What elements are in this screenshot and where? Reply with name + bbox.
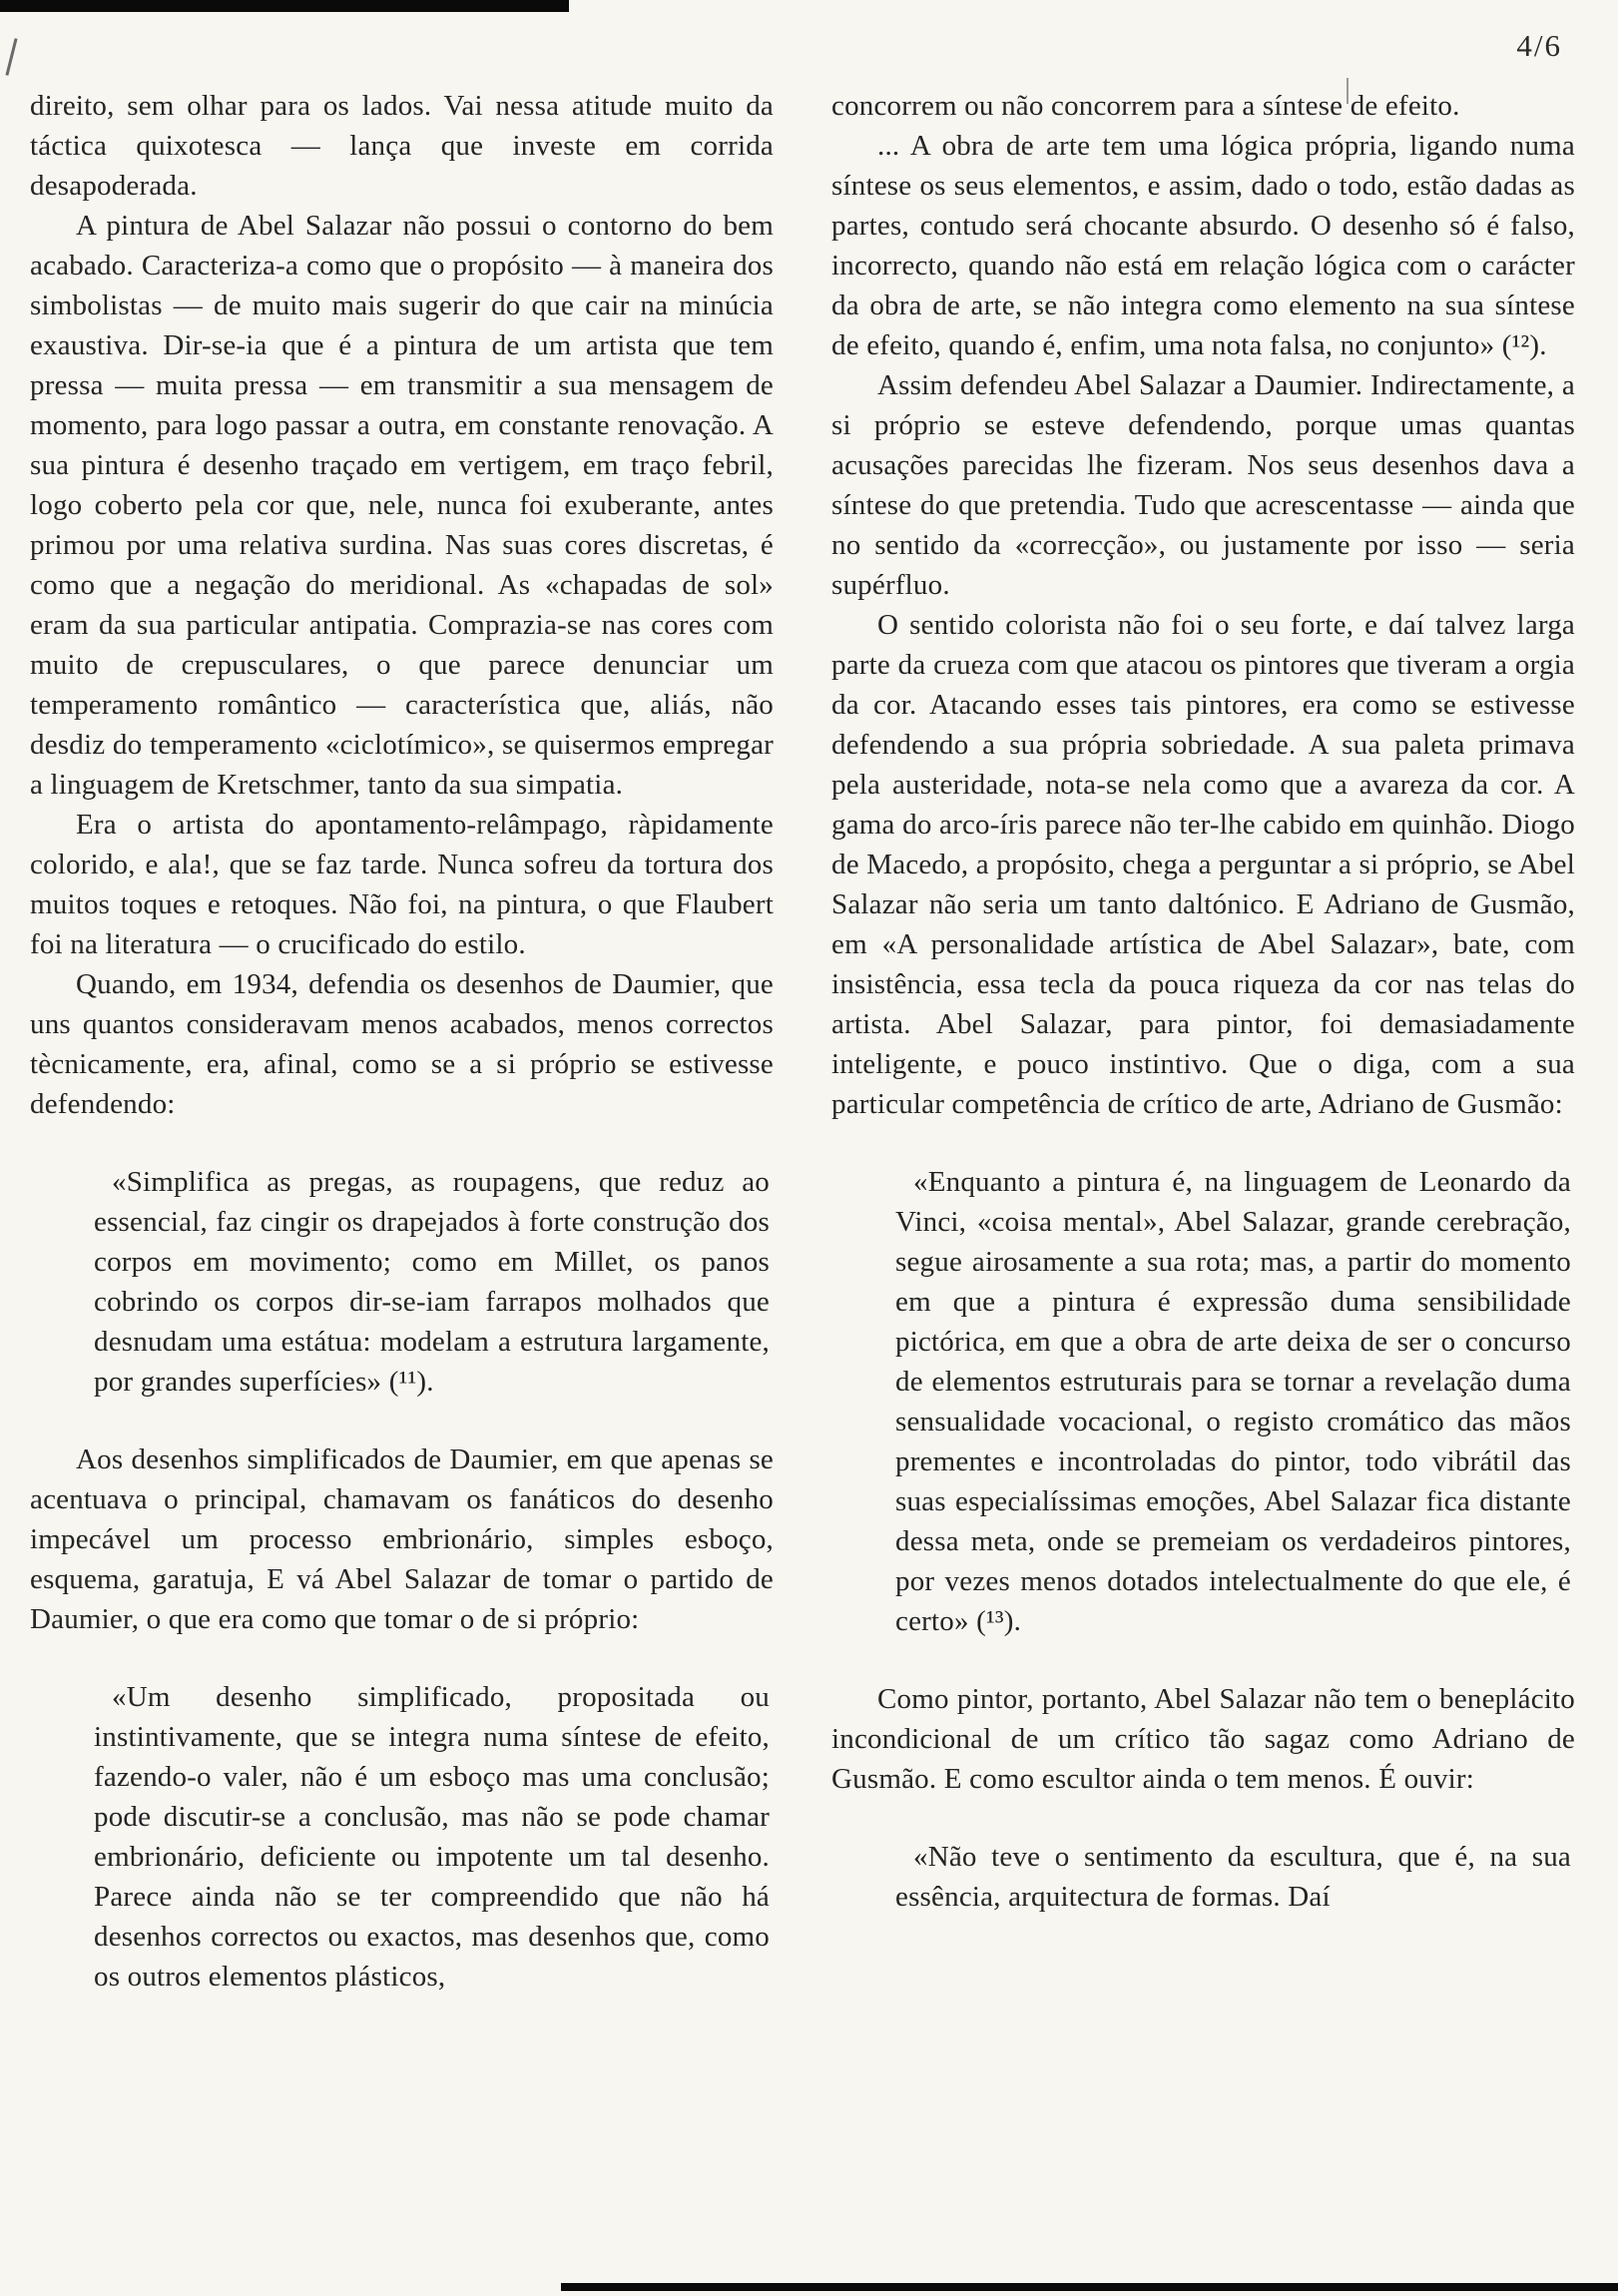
quote-block: «Não teve o sentimento da escultura, que é, na sua essência, arquitectura de formas. Daí [895,1841,1571,1913]
scan-artifact-top-bar [0,0,569,12]
paragraph: Era o artista do apontamento-relâmpago, ràpidamente colorido, e ala!, que se faz tarde. Nunca sofreu da tortura dos muitos toques e retoques. Não foi, na pintura, o que Flaubert foi na literatura — o crucificado do estilo. [30,809,774,960]
left-column [30,86,774,2034]
paragraph: direito, sem olhar para os lados. Vai nessa atitude muito da táctica quixotesca — lança que investe em corrida desapoderada. [30,90,774,202]
paragraph: A pintura de Abel Salazar não possui o contorno do bem acabado. Caracteriza-a como que o propósito — à maneira dos simbolistas — de muito mais sugerir do que cair na minúcia exaustiva. Dir-se-ia que é a pintura de um artista que tem pressa — muita pressa — em transmitir a sua mensagem de momento, para logo passar a outra, em constante renovação. A sua pintura é desenho traçado em vertigem, em traço febril, logo coberto pela cor que, nele, nunca foi exuberante, antes primou por uma relativa surdina. Nas suas cores discretas, é como que a negação do meridional. As «chapadas de sol» eram da sua particular antipatia. Comprazia-se nas cores com muito de crepusculares, o que parece denunciar um temperamento romântico — característica que, aliás, não desdiz do temperamento «ciclotímico», se quisermos empregar a linguagem de Kretschmer, tanto da sua simpatia. [30,210,774,801]
page-number: 4/6 [1516,28,1562,63]
right-column [831,86,1575,2034]
paragraph: Aos desenhos simplificados de Daumier, em que apenas se acentuava o principal, chamavam os fanáticos do desenho impecável um processo embrionário, simples esboço, esquema, garatuja, E vá Abel Salazar de tomar o partido de Daumier, o que era como que tomar o de si próprio: [30,1443,774,1635]
scan-artifact-corner-mark [5,38,17,76]
paragraph: Assim defendeu Abel Salazar a Daumier. Indirectamente, a si próprio se esteve defendendo, porque umas quantas acusações parecidas lhe fizeram. Nos seus desenhos dava a síntese do que pretendia. Tudo que acrescentasse — ainda que no sentido da «correcção», ou justamente por isso — seria supérfluo. [831,369,1575,601]
paragraph: Como pintor, portanto, Abel Salazar não tem o beneplácito incondicional de um crítico tão sagaz como Adriano de Gusmão. E como escultor ainda o tem menos. É ouvir: [831,1683,1575,1795]
paragraph: Quando, em 1934, defendia os desenhos de Daumier, que uns quantos consideravam menos acabados, menos correctos tècnicamente, era, afinal, como se a si próprio se estivesse defendendo: [30,968,774,1120]
paragraph: concorrem ou não concorrem para a síntese de efeito. [831,90,1460,122]
scan-artifact-bottom-bar [561,2283,1618,2291]
quote-block: «Simplifica as pregas, as roupagens, que reduz ao essencial, faz cingir os drapejados à forte construção dos corpos em movimento; como em Millet, os panos cobrindo os corpos dir-se-iam farrapos molhados que desnudam uma estátua: modelam a estrutura largamente, por grandes superfícies» (¹¹). [94,1166,770,1398]
paragraph: O sentido colorista não foi o seu forte, e daí talvez larga parte da crueza com que atacou os pintores que tiveram a orgia da cor. Atacando esses tais pintores, era como se estivesse defendendo a sua própria sobriedade. A sua paleta primava pela austeridade, nota-se nela como que a avareza da cor. A gama do arco-íris parece não ter-lhe cabido em quinhão. Diogo de Macedo, a propósito, chega a perguntar a si próprio, se Abel Salazar não seria um tanto daltónico. E Adriano de Gusmão, em «A personalidade artística de Abel Salazar», bate, com insistência, essa tecla da pouca riqueza da cor nas telas do artista. Abel Salazar, para pintor, foi demasiadamente inteligente, e pouco instintivo. Que o diga, com a sua particular competência de crítico de arte, Adriano de Gusmão: [831,609,1575,1120]
paragraph: ... A obra de arte tem uma lógica própria, ligando numa síntese os seus elementos, e assim, dado o todo, estão dadas as partes, contudo será chocante absurdo. O desenho só é falso, incorrecto, quando não está em relação lógica com o carácter da obra de arte, se não integra como elemento na sua síntese de efeito, quando é, enfim, uma nota falsa, no conjunto» (¹²). [831,130,1575,361]
quote-block: «Enquanto a pintura é, na linguagem de Leonardo da Vinci, «coisa mental», Abel Salazar, grande cerebração, segue airosamente a sua rota; mas, a partir do momento em que a pintura é expressão duma sensibilidade pictórica, em que a obra de arte deixa de ser o concurso de elementos estruturais para se tornar a revelação duma sensualidade vocacional, o registo cromático das mãos prementes e incontroladas do pintor, todo vibrátil das suas especialíssimas emoções, Abel Salazar fica distante dessa meta, onde se premeiam os verdadeiros pintores, por vezes menos dotados intelectualmente do que ele, é certo» (¹³). [895,1166,1571,1637]
text-columns [30,86,1575,2034]
quote-block: «Um desenho simplificado, propositada ou instintivamente, que se integra numa síntese de efeito, fazendo-o valer, não é um esboço mas uma conclusão; pode discutir-se a conclusão, mas não se pode chamar embrionário, deficiente ou impotente um tal desenho. Parece ainda não se ter compreendido que não há desenhos correctos ou exactos, mas desenhos que, como os outros elementos plásticos, [94,1681,770,1993]
